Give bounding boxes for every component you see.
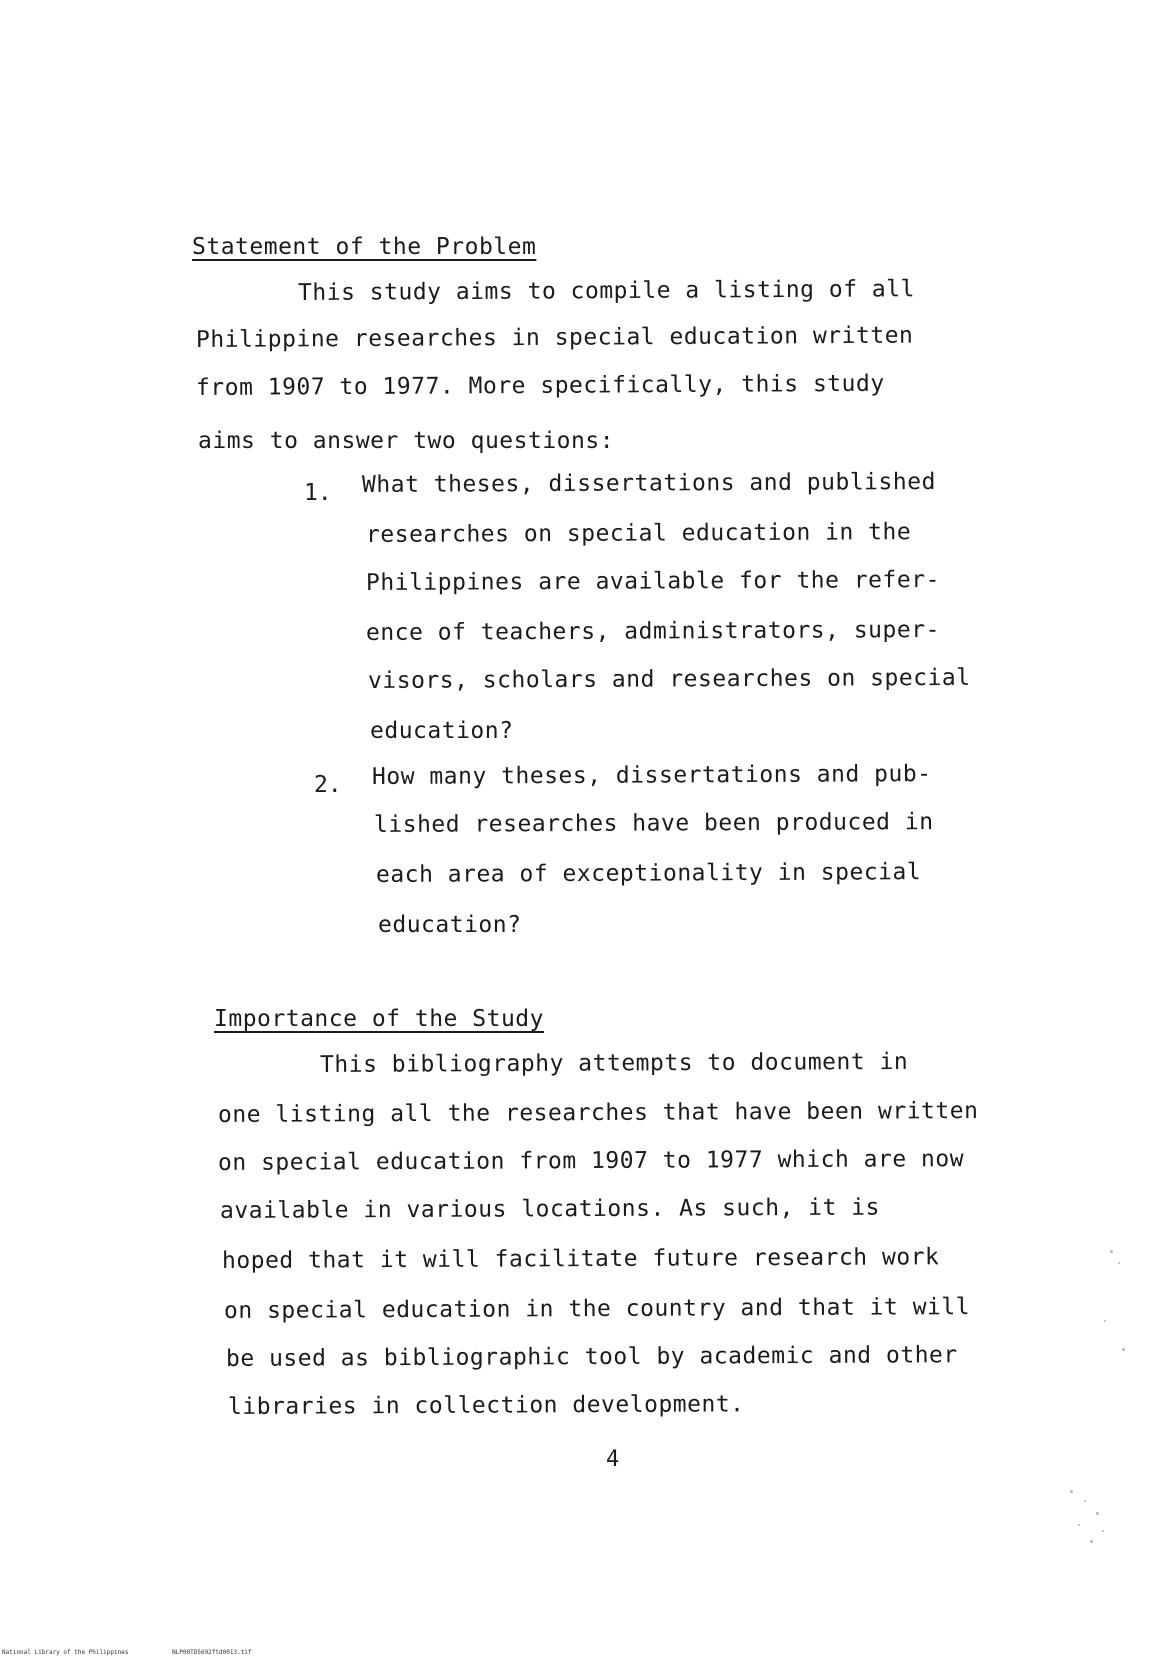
scan-noise [1090,1540,1093,1543]
paragraph-line: libraries in collection development. [227,1391,745,1420]
paragraph-line: be used as bibliographic tool by academic and other [225,1342,958,1372]
paragraph-line: one listing all the researches that have been written [217,1098,979,1128]
question-number-1: 1. [304,480,332,506]
question-2-line: How many theses, dissertations and pub- [371,761,932,790]
section-heading-importance-of-study: Importance of the Study [214,1006,544,1032]
scan-noise [1070,1490,1073,1493]
question-1-line: education? [370,718,514,744]
scan-noise [1096,1512,1099,1515]
scan-noise [1102,1530,1104,1532]
scan-noise [1118,1262,1120,1264]
paragraph-line: This study aims to compile a listing of all [297,276,916,306]
paragraph-line: on special education from 1907 to 1977 which are now [217,1146,965,1176]
paragraph-line: Philippine researches in special education written [195,322,914,353]
section-heading-statement-of-problem: Statement of the Problem [192,234,537,260]
paragraph-line: aims to answer two questions: [198,428,615,454]
question-1-line: researches on special education in the [365,519,912,548]
scan-noise [1084,1500,1086,1502]
question-2-line: education? [378,912,522,938]
question-1-line: What theses, dissertations and published [361,468,936,498]
question-1-line: visors, scholars and researches on special [367,664,971,694]
paragraph-line: from 1907 to 1977. More specifically, this study [195,370,885,401]
scan-footer [2,1649,292,1656]
footer-library: National Library of the Philippines [2,1649,129,1656]
scan-noise [1122,1348,1125,1351]
scan-noise [1104,1320,1106,1322]
question-1-line: ence of teachers, administrators, super- [365,616,940,646]
paragraph-line: hoped that it will facilitate future research work [221,1244,940,1274]
question-number-2: 2. [314,772,342,798]
scan-noise [1110,1250,1113,1253]
question-2-line: each area of exceptionality in special [375,859,922,888]
scan-noise [1078,1524,1080,1526]
page-number: 4 [606,1447,620,1472]
paragraph-line: available in various locations. As such, it is [219,1194,881,1224]
question-2-line: lished researches have been produced in [373,809,934,838]
footer-filename: NLP00TD5692ftd0013.tif [172,1649,252,1656]
paragraph-line: This bibliography attempts to document in [319,1048,909,1078]
paragraph-line: on special education in the country and that it will [223,1294,971,1324]
question-1-line: Philippines are available for the refer- [365,566,940,596]
